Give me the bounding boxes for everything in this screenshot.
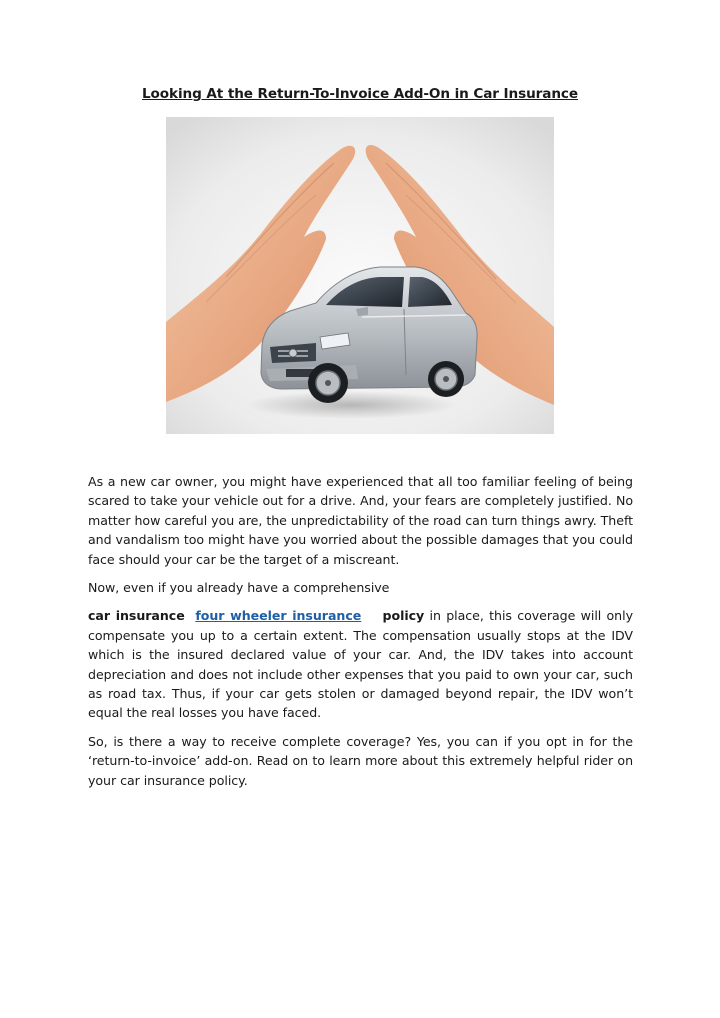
paragraph-intro: As a new car owner, you might have experienced that all too familiar feeling of being scared to take your vehicle out for a drive. And, your fears are completely justified. No matter how careful you are, the unpredictability of the road can turn things awry. Theft and vandalism too might have you worried about the possible damages that you could face should your car be the target of a miscreant. — [88, 474, 633, 567]
page-title: Looking At the Return-To-Invoice Add-On in Car Insurance — [142, 86, 578, 102]
article-body — [88, 472, 633, 799]
paragraph-return-to-invoice: So, is there a way to receive complete coverage? Yes, you can if you opt in for the ‘return-to-invoice’ add-on. Read on to learn more about this extremely helpful rider on your car insurance policy. — [88, 733, 633, 788]
paragraph-comprehensive: Now, even if you already have a comprehensive — [88, 580, 390, 596]
keyword-policy: policy — [382, 608, 425, 624]
paragraph-coverage-text: in place, this coverage will only compensate you up to a certain extent. The compensation usually stops at the IDV which is the insured declared value of your car. And, the IDV takes into account depreciation and does not include other expenses that you paid to own your car, such as road tax. Thus, if your car gets stolen or damaged beyond repair, the IDV won’t equal the real losses you have faced. — [88, 608, 633, 721]
four-wheeler-insurance-link[interactable]: four wheeler insurance — [195, 608, 362, 624]
keyword-car-insurance: car insurance — [88, 608, 185, 624]
paragraph-coverage — [88, 606, 633, 722]
hero-image-hands-protecting-car — [166, 117, 554, 434]
